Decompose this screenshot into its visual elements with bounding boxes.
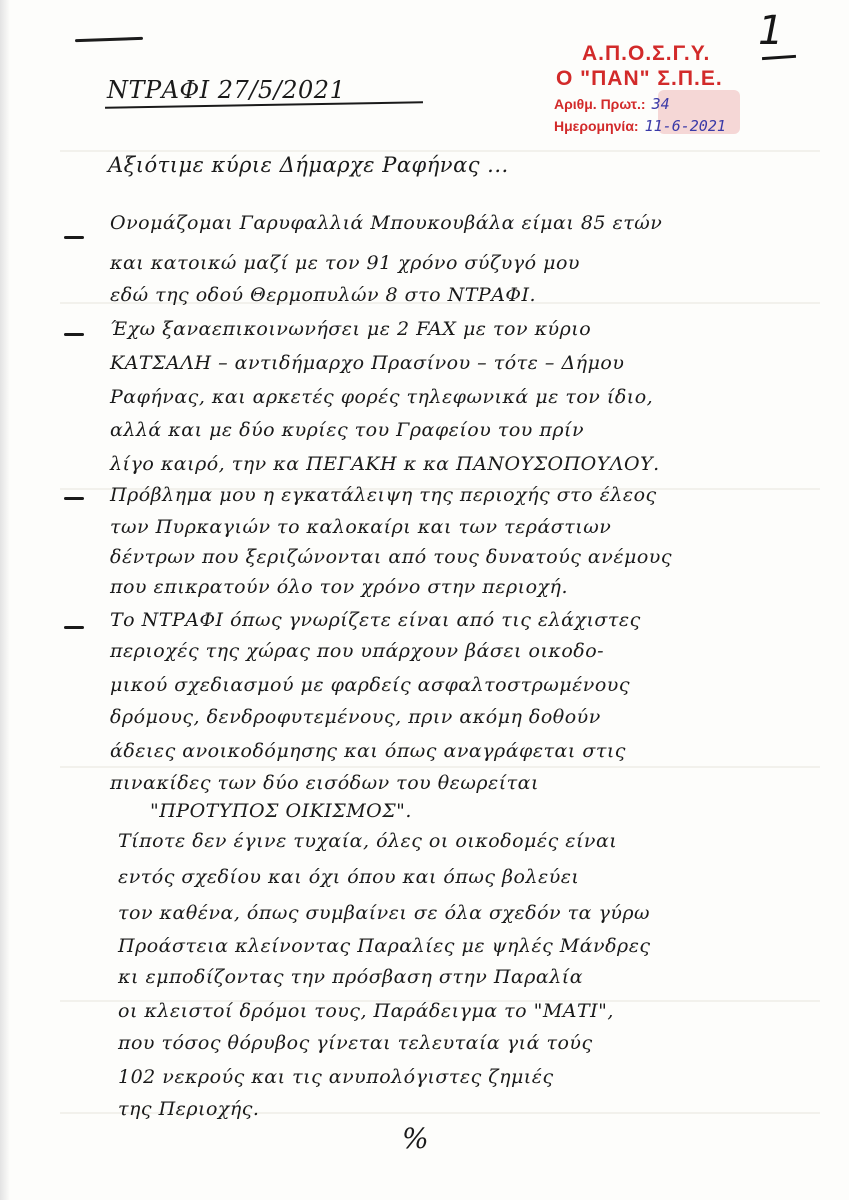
- letter-line: οι κλειστοί δρόμοι τους, Παράδειγμα το "ΜΑΤΙ",: [118, 1000, 614, 1022]
- top-dash-mark: [75, 37, 143, 42]
- stamp-name: Ο "ΠΑΝ" Σ.Π.Ε.: [556, 67, 723, 90]
- letter-line: τον καθένα, όπως συμβαίνει σε όλα σχεδόν τα γύρω: [118, 902, 651, 924]
- letter-line: περιοχές της χώρας που υπάρχουν βάσει οικοδο-: [110, 640, 605, 662]
- bleed-through: [60, 766, 820, 768]
- stamp-protocol-number: 34: [651, 95, 670, 113]
- letter-line: της Περιοχής.: [118, 1098, 260, 1120]
- letter-line: των Πυρκαγιών το καλοκαίρι και των τεράστιων: [110, 516, 612, 538]
- letter-line: που επικρατούν όλο τον χρόνο στην περιοχή.: [110, 576, 568, 598]
- paragraph-bullet: [64, 333, 84, 336]
- received-stamp: [546, 42, 746, 144]
- paragraph-bullet: [64, 497, 84, 500]
- continued-mark: %: [402, 1122, 430, 1155]
- letter-line: εδώ της οδού Θερμοπυλών 8 στο ΝΤΡΑΦΙ.: [110, 284, 537, 306]
- letter-line: Έχω ξαναεπικοινωνήσει με 2 FAX με τον κύριο: [110, 318, 592, 340]
- letter-line: Τίποτε δεν έγινε τυχαία, όλες οι οικοδομές είναι: [118, 830, 618, 852]
- letter-line: εντός σχεδίου και όχι όπου και όπως βολεύει: [118, 866, 580, 888]
- letter-line: πινακίδες των δύο εισόδων του θεωρείται: [110, 772, 539, 794]
- paragraph-bullet: [64, 236, 84, 239]
- letter-line: άδειες ανοικοδόμησης και όπως αναγράφεται στις: [110, 740, 626, 762]
- scan-edge: [0, 0, 10, 1200]
- letter-line: και κατοικώ μαζί με τον 91 χρόνο σύζυγό μου: [110, 252, 580, 274]
- letter-line: λίγο καιρό, την κα ΠΕΓΑΚΗ κ κα ΠΑΝΟΥΣΟΠΟΥΛΟΥ.: [110, 453, 660, 475]
- letter-line: Προάστεια κλείνοντας Παραλίες με ψηλές Μάνδρες: [118, 935, 651, 957]
- letter-line: δρόμους, δενδροφυτεμένους, πριν ακόμη δοθούν: [110, 706, 601, 728]
- letter-line: "ΠΡΟΤΥΠΟΣ ΟΙΚΙΣΜΟΣ".: [150, 800, 412, 822]
- stamp-protocol-row: [554, 95, 670, 113]
- letter-line: ΚΑΤΣΑΛΗ – αντιδήμαρχο Πρασίνου – τότε – Δήμου: [110, 352, 625, 374]
- letter-line: Ονομάζομαι Γαρυφαλλιά Μπουκουβάλα είμαι 85 ετών: [110, 212, 663, 234]
- greeting: Αξιότιμε κύριε Δήμαρχε Ραφήνας ...: [108, 153, 509, 177]
- stamp-organization: Α.Π.Ο.Σ.Γ.Υ.: [582, 42, 711, 65]
- paragraph-bullet: [64, 626, 84, 629]
- place-date-heading: ΝΤΡΑΦΙ 27/5/2021: [107, 76, 346, 104]
- stamp-date-label: Ημερομηνία:: [554, 118, 639, 134]
- stamp-protocol-label: Αριθμ. Πρωτ.:: [554, 96, 646, 112]
- letter-line: Το ΝΤΡΑΦΙ όπως γνωρίζετε είναι από τις ελάχιστες: [110, 609, 641, 631]
- letter-line: 102 νεκρούς και τις ανυπολόγιστες ζημιές: [118, 1066, 554, 1088]
- letter-line: Πρόβλημα μου η εγκατάλειψη της περιοχής στο έλεος: [110, 484, 657, 506]
- letter-line: που τόσος θόρυβος γίνεται τελευταία γιά τούς: [118, 1032, 593, 1054]
- letter-line: δέντρων που ξεριζώνονται από τους δυνατούς ανέμους: [110, 546, 672, 568]
- letter-line: μικού σχεδιασμού με φαρδείς ασφαλτοστρωμένους: [110, 674, 630, 696]
- stamp-date-row: [554, 117, 726, 135]
- letter-line: κι εμποδίζοντας την πρόσβαση στην Παραλία: [118, 966, 584, 988]
- letter-line: αλλά και με δύο κυρίες του Γραφείου του πρίν: [110, 419, 585, 441]
- letter-line: Ραφήνας, και αρκετές φορές τηλεφωνικά με τον ίδιο,: [110, 386, 654, 408]
- page-number: 1: [758, 8, 784, 54]
- stamp-date-value: 11-6-2021: [644, 117, 726, 135]
- bleed-through: [60, 150, 820, 152]
